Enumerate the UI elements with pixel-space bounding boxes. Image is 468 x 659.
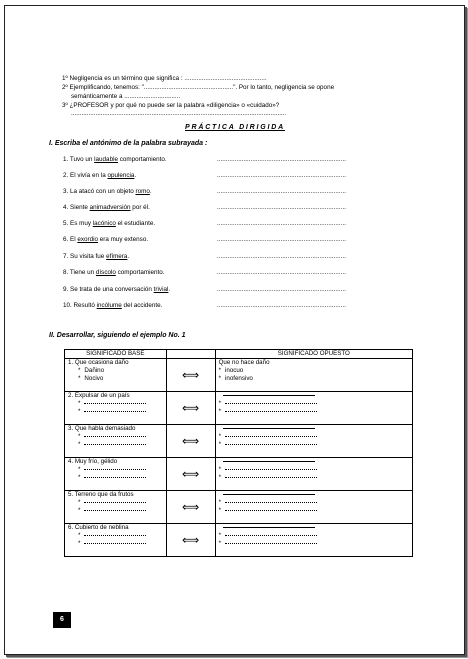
bullet-icon: *: [218, 474, 222, 481]
underlined-word: efímera: [106, 253, 128, 260]
bullet-icon: *: [218, 507, 222, 514]
exercise-item: [63, 286, 170, 293]
exercise-text: por él.: [130, 204, 150, 211]
exercise-text: del accidente.: [121, 302, 163, 309]
blank-meaning-line[interactable]: [223, 493, 315, 495]
page-title: PRÁCTICA DIRIGIDA: [185, 124, 285, 131]
blank-line[interactable]: [84, 411, 146, 412]
opposite-cell: [215, 359, 412, 392]
blank-line[interactable]: [84, 403, 146, 404]
opposite-cell: [215, 491, 412, 524]
base-cell: [65, 359, 167, 392]
exercise-text: 2. El vivía en la: [63, 172, 108, 179]
bullet-icon: *: [78, 400, 81, 407]
base-meaning: 4. Muy frío, gélido: [68, 458, 118, 465]
bullet-icon: *: [218, 532, 222, 539]
bullet-icon: *: [78, 532, 81, 539]
blank-line[interactable]: [225, 444, 317, 445]
exercise-item: [63, 220, 155, 227]
answer-line[interactable]: .........................................................................: [217, 157, 346, 163]
intro-question-2-cont: semánticamente a ................................: [71, 93, 181, 100]
opposite-meaning: Que no hace daño: [218, 359, 270, 366]
arrow-cell: [166, 392, 215, 425]
blank-line[interactable]: [84, 436, 146, 437]
blank-line[interactable]: [225, 502, 317, 503]
intro-question-1: 1º Negligencia es un término que significa : ...............................................: [62, 75, 267, 82]
exercise-text: 9. Se trata de una conversación: [63, 286, 154, 293]
table-row: [65, 458, 413, 491]
underlined-word: laudable: [94, 156, 118, 163]
base-cell: [65, 458, 167, 491]
blank-line[interactable]: [84, 477, 146, 478]
synonym: Nocivo: [84, 375, 104, 382]
bullet-icon: *: [218, 433, 222, 440]
intro-question-3: 3º ¿PROFESOR y por qué no puede ser la palabra «diligencia» o «cuidado»?: [62, 102, 280, 109]
double-arrow-icon: ⟺: [182, 467, 200, 481]
bullet-icon: *: [78, 507, 81, 514]
bullet-icon: *: [78, 466, 81, 473]
bullet-icon: *: [218, 400, 222, 407]
blank-meaning-line[interactable]: [223, 427, 315, 429]
blank-line[interactable]: [225, 543, 317, 544]
synonym: Dañino: [84, 367, 105, 374]
answer-line[interactable]: .........................................................................: [217, 237, 346, 243]
exercise-item: [63, 204, 150, 211]
underlined-word: exordio: [77, 236, 99, 243]
blank-line[interactable]: [225, 436, 317, 437]
bullet-icon: *: [218, 499, 222, 506]
arrow-cell: [166, 359, 215, 392]
bullet-icon: *: [78, 367, 81, 374]
exercise-item: [63, 188, 152, 195]
exercise-text: .: [134, 172, 137, 179]
blank-line[interactable]: [84, 535, 146, 536]
bullet-icon: *: [78, 433, 81, 440]
double-arrow-icon: ⟺: [182, 368, 200, 382]
exercise-item: [63, 156, 167, 163]
underlined-word: incólume: [96, 302, 122, 309]
column-header-base: SIGNIFICADO BASE: [65, 350, 167, 359]
blank-line[interactable]: [225, 510, 317, 511]
base-cell: [65, 491, 167, 524]
answer-line[interactable]: .........................................................................: [217, 173, 346, 179]
exercise-text: comportamiento.: [117, 156, 167, 163]
arrow-cell: [166, 458, 215, 491]
exercise-text: .: [168, 286, 171, 293]
answer-line[interactable]: .........................................................................: [217, 254, 346, 260]
blank-line[interactable]: [84, 510, 146, 511]
answer-line[interactable]: .........................................................................: [217, 270, 346, 276]
bullet-icon: *: [78, 474, 81, 481]
base-cell: [65, 425, 167, 458]
opposite-cell: [215, 458, 412, 491]
blank-line[interactable]: [84, 502, 146, 503]
base-cell: [65, 524, 167, 557]
exercise-text: 6. El: [63, 236, 78, 243]
base-meaning: 5. Terreno que da frutos: [68, 491, 134, 498]
opposite-cell: [215, 392, 412, 425]
bullet-icon: *: [78, 375, 81, 382]
exercise-text: 10. Resultó: [63, 302, 97, 309]
double-arrow-icon: ⟺: [182, 533, 200, 547]
arrow-cell: [166, 491, 215, 524]
bullet-icon: *: [78, 441, 81, 448]
arrow-cell: [166, 425, 215, 458]
base-meaning: 1. Que ocasiona daño: [68, 359, 129, 366]
table-row: [65, 392, 413, 425]
exercise-text: 1. Tuvo un: [63, 156, 95, 163]
page-number: 6: [53, 612, 71, 628]
answer-line[interactable]: .........................................................................: [217, 189, 346, 195]
underlined-word: trivial: [153, 286, 169, 293]
bullet-icon: *: [218, 540, 222, 547]
exercise-item: [63, 236, 148, 243]
bullet-icon: *: [78, 408, 81, 415]
double-arrow-icon: ⟺: [182, 434, 200, 448]
base-meaning: 3. Que habla demasiado: [68, 425, 136, 432]
exercise-item: [63, 302, 162, 309]
intro-question-2: 2º Ejemplificando, tenemos: "...................................................". Por lo tanto, negligencia se opone: [62, 84, 335, 91]
underlined-word: animadversión: [89, 204, 131, 211]
exercise-text: 5. Es muy: [63, 220, 93, 227]
underlined-word: díscolo: [95, 269, 116, 276]
antonym: inofensivo: [225, 375, 253, 382]
exercise-text: 7. Su visita fue: [63, 253, 107, 260]
exercise-item: [63, 172, 136, 179]
exercise-text: 4. Siente: [63, 204, 90, 211]
exercise-text: 8. Tiene un: [63, 269, 96, 276]
bullet-icon: *: [218, 375, 222, 382]
meaning-table: [64, 349, 413, 557]
double-arrow-icon: ⟺: [182, 500, 200, 514]
answer-line[interactable]: .........................................................................: [217, 221, 346, 227]
table-row: [65, 491, 413, 524]
exercise-item: [63, 253, 129, 260]
bullet-icon: *: [218, 408, 222, 415]
underlined-word: opulencia: [107, 172, 135, 179]
exercise-text: .: [127, 253, 130, 260]
underlined-word: lacónico: [92, 220, 116, 227]
section-2-heading: II. Desarrollar, siguiendo el ejemplo No. 1: [49, 332, 186, 339]
underlined-word: romo: [135, 188, 150, 195]
blank-line[interactable]: [225, 403, 317, 404]
answer-line[interactable]: .........................................................................: [217, 303, 346, 309]
column-header-opuesto: SIGNIFICADO OPUESTO: [215, 350, 412, 359]
bullet-icon: *: [218, 441, 222, 448]
answer-line[interactable]: .........................................................................: [217, 287, 346, 293]
base-cell: [65, 392, 167, 425]
exercise-item: [63, 269, 165, 276]
exercise-text: .: [149, 188, 152, 195]
exercise-text: 3. La atacó con un objeto: [63, 188, 136, 195]
bullet-icon: *: [218, 466, 222, 473]
double-arrow-icon: ⟺: [182, 401, 200, 415]
base-meaning: 2. Expulsar de un país: [68, 392, 130, 399]
page-sheet: [4, 5, 465, 655]
blank-meaning-line[interactable]: [223, 460, 315, 462]
bullet-icon: *: [78, 499, 81, 506]
blank-line[interactable]: [225, 469, 317, 470]
blank-line[interactable]: [225, 477, 317, 478]
opposite-cell: [215, 425, 412, 458]
intro-question-3-line: ...........................................................................................................................: [71, 110, 287, 117]
bullet-icon: *: [78, 540, 81, 547]
opposite-cell: [215, 524, 412, 557]
blank-line[interactable]: [84, 469, 146, 470]
exercise-text: comportamiento.: [115, 269, 165, 276]
blank-meaning-line[interactable]: [223, 526, 315, 528]
antonym: inocuo: [225, 367, 244, 374]
exercise-text: era muy extenso.: [98, 236, 149, 243]
bullet-icon: *: [218, 367, 222, 374]
blank-line[interactable]: [225, 411, 317, 412]
arrow-cell: [166, 524, 215, 557]
blank-line[interactable]: [84, 543, 146, 544]
section-1-heading: I. Escriba el antónimo de la palabra subrayada :: [49, 140, 208, 147]
blank-line[interactable]: [225, 535, 317, 536]
exercise-text: el estudiante.: [115, 220, 156, 227]
table-row: [65, 425, 413, 458]
blank-meaning-line[interactable]: [223, 394, 315, 396]
base-meaning: 6. Cubierto de neblina: [68, 524, 129, 531]
table-row: [65, 359, 413, 392]
column-header-arrow: [166, 350, 215, 359]
blank-line[interactable]: [84, 444, 146, 445]
table-row: [65, 524, 413, 557]
answer-line[interactable]: .........................................................................: [217, 205, 346, 211]
